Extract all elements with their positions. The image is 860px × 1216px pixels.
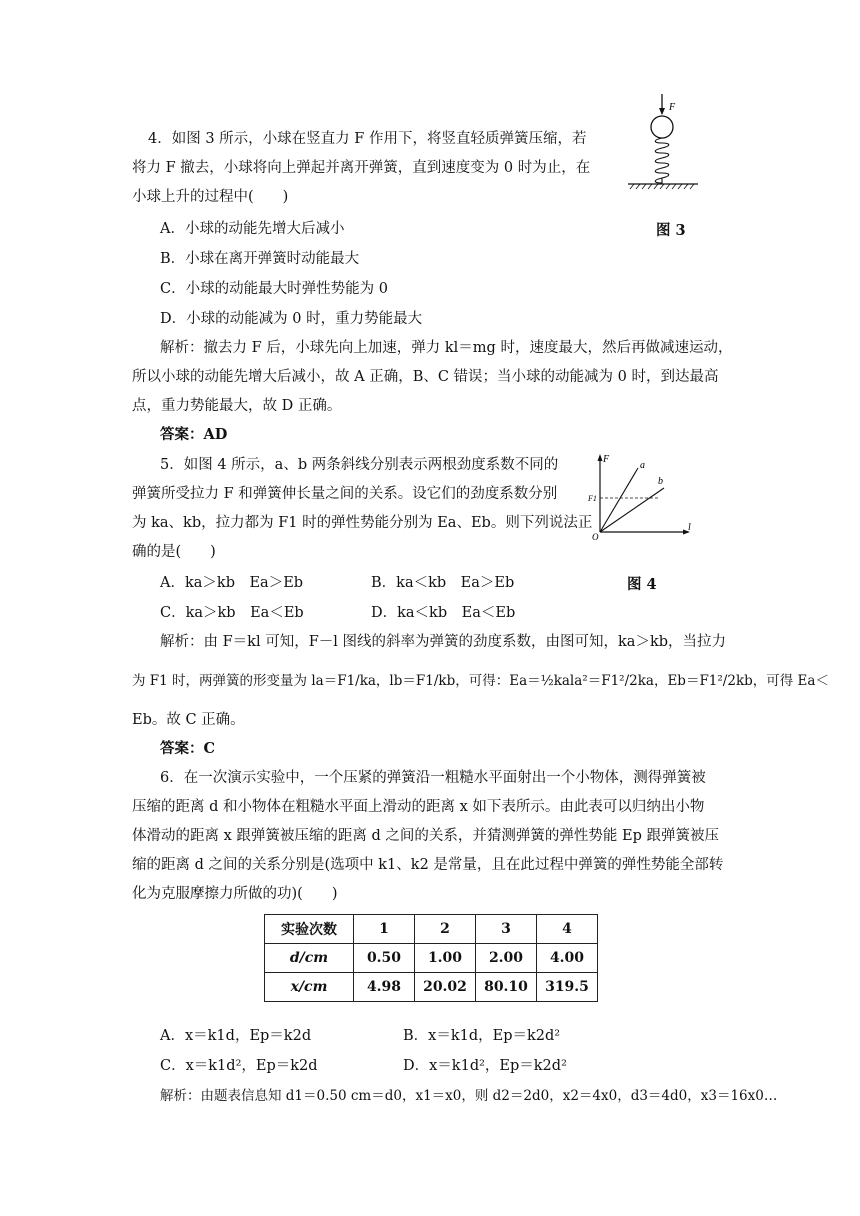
figure-3-caption: 图 3 <box>656 222 686 239</box>
table-row <box>265 944 598 973</box>
q5-analysis-line-2: 为 F1 时，两弹簧的形变量为 la＝F1/ka，lb＝F1/kb，可得：Ea＝½kala²＝F1²/2ka，Eb＝F1²/2kb，可得 Ea＜ <box>132 673 829 689</box>
q4-stem-line-2: 将力 F 撤去，小球将向上弹起并离开弹簧，直到速度变为 0 时为止，在 <box>132 160 591 176</box>
q6-stem-line-5: 化为克服摩擦力所做的功)( ) <box>132 886 338 902</box>
f1-label: F1 <box>588 494 597 503</box>
spring-figure <box>622 90 702 200</box>
q4-stem-line-3: 小球上升的过程中( ) <box>132 189 289 205</box>
q5-stem-line-2: 弹簧所受拉力 F 和弹簧伸长量之间的关系。设它们的劲度系数分别 <box>132 486 558 502</box>
table-cell: 20.02 <box>415 973 476 1002</box>
table-header-cell: 3 <box>476 915 537 944</box>
experiment-table <box>264 914 598 1002</box>
q5-answer: 答案：C <box>160 740 216 757</box>
axis-f-label: F <box>603 454 610 465</box>
q4-option-b: B．小球在离开弹簧时动能最大 <box>160 251 360 267</box>
table-header-cell: 4 <box>537 915 598 944</box>
table-header-cell: 实验次数 <box>265 915 354 944</box>
q5-option-c: C．ka＞kb Ea＜Eb <box>160 605 304 621</box>
q4-answer: 答案：AD <box>160 426 228 443</box>
table-header-cell: 2 <box>415 915 476 944</box>
q6-stem-line-4: 缩的距离 d 之间的关系分别是(选项中 k1、k2 是常量，且在此过程中弹簧的弹性势能全部转 <box>132 857 724 873</box>
q4-analysis-line-1: 解析：撤去力 F 后，小球先向上加速，弹力 kl＝mg 时，速度最大，然后再做减速运动， <box>160 340 733 356</box>
table-cell: 319.5 <box>537 973 598 1002</box>
q6-stem-line-1: 6．在一次演示实验中，一个压紧的弹簧沿一粗糙水平面射出一个小物体，测得弹簧被 <box>160 770 706 786</box>
q6-stem-line-3: 体滑动的距离 x 跟弹簧被压缩的距离 d 之间的关系，并猜测弹簧的弹性势能 Ep 跟弹簧被压 <box>132 828 719 844</box>
q5-stem-line-4: 确的是( ) <box>132 544 216 560</box>
q5-stem-line-1: 5．如图 4 所示，a、b 两条斜线分别表示两根劲度系数不同的 <box>160 457 559 473</box>
q6-stem-line-2: 压缩的距离 d 和小物体在粗糙水平面上滑动的距离 x 如下表所示。由此表可以归纳出小物 <box>132 799 705 815</box>
table-cell: 1.00 <box>415 944 476 973</box>
table-cell: 4.00 <box>537 944 598 973</box>
q4-option-a: A．小球的动能先增大后减小 <box>160 221 345 237</box>
q6-option-c: C．x＝k1d²，Ep＝k2d <box>160 1058 318 1074</box>
q6-analysis-line-1: 解析：由题表信息知 d1＝0.50 cm＝d0，x1＝x0，则 d2＝2d0，x2＝4x0，d3＝4d0，x3＝16x0… <box>160 1088 778 1104</box>
table-row <box>265 973 598 1002</box>
table-cell: x/cm <box>265 973 354 1002</box>
q5-option-b: B．ka＜kb Ea＞Eb <box>371 575 515 591</box>
q4-stem-line-1: 4．如图 3 所示，小球在竖直力 F 作用下，将竖直轻质弹簧压缩，若 <box>148 131 587 147</box>
table-header-row <box>265 915 598 944</box>
q4-option-c: C．小球的动能最大时弹性势能为 0 <box>160 281 388 297</box>
force-extension-graph <box>588 450 698 542</box>
table-cell: 0.50 <box>354 944 415 973</box>
line-a-label: a <box>640 460 645 471</box>
table-cell: 80.10 <box>476 973 537 1002</box>
table-cell: d/cm <box>265 944 354 973</box>
q6-option-d: D．x＝k1d²，Ep＝k2d² <box>403 1058 567 1074</box>
force-label: F <box>669 102 676 113</box>
q5-stem-line-3: 为 ka、kb，拉力都为 F1 时的弹性势能分别为 Ea、Eb。则下列说法正 <box>132 515 593 531</box>
table-header-cell: 1 <box>354 915 415 944</box>
origin-label: O <box>592 532 599 542</box>
q5-analysis-line-1: 解析：由 F＝kl 可知，F－l 图线的斜率为弹簧的劲度系数，由图可知，ka＞kb，当拉力 <box>160 634 727 650</box>
q5-option-d: D．ka＜kb Ea＜Eb <box>371 605 516 621</box>
q4-option-d: D．小球的动能减为 0 时，重力势能最大 <box>160 311 423 327</box>
figure-4-caption: 图 4 <box>627 576 657 593</box>
q6-option-a: A．x＝k1d，Ep＝k2d <box>160 1028 312 1044</box>
q4-analysis-line-3: 点，重力势能最大，故 D 正确。 <box>132 398 342 414</box>
q5-option-a: A．ka＞kb Ea＞Eb <box>160 575 304 591</box>
table-cell: 4.98 <box>354 973 415 1002</box>
q6-option-b: B．x＝k1d，Ep＝k2d² <box>403 1028 561 1044</box>
line-b-label: b <box>658 476 663 487</box>
q4-analysis-line-2: 所以小球的动能先增大后减小，故 A 正确，B、C 错误；当小球的动能减为 0 时，到达最高 <box>132 369 719 385</box>
axis-l-label: l <box>688 522 691 533</box>
q5-analysis-line-3: Eb。故 C 正确。 <box>132 712 245 728</box>
table-cell: 2.00 <box>476 944 537 973</box>
